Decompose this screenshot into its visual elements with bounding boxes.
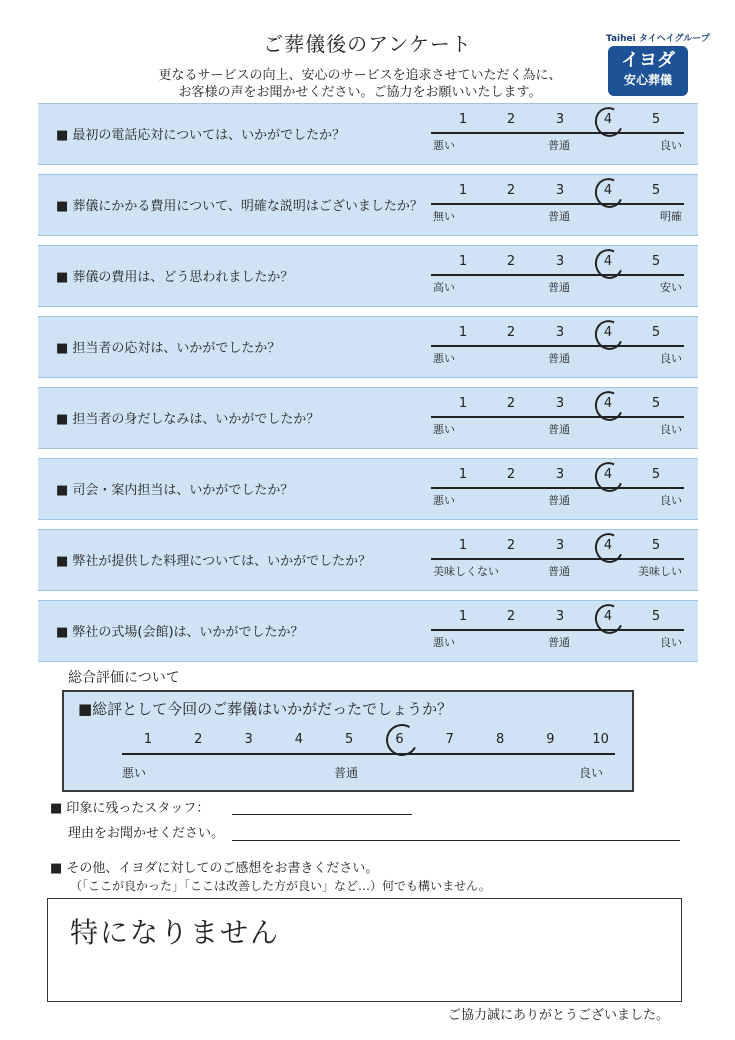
scale-number: 1 xyxy=(458,254,468,269)
logo-line-1: イヨダ xyxy=(621,50,675,71)
logo xyxy=(608,46,688,96)
scale-line xyxy=(431,203,684,205)
question-row xyxy=(38,600,698,662)
question-text: ■ 最初の電話応対については、いかがでしたか？ xyxy=(56,128,346,143)
overall-low-label: 悪い xyxy=(122,766,147,780)
question-text: ■ 担当者の応対は、いかがでしたか？ xyxy=(56,341,281,356)
question-text: ■ 司会・案内担当は、いかがでしたか？ xyxy=(56,483,294,498)
scale-number: 4 xyxy=(603,112,613,127)
question-text: ■ 弊社の式場(会館)は、いかがでしたか？ xyxy=(56,625,304,640)
scale-high-label: 良い xyxy=(660,494,682,507)
scale-number: 1 xyxy=(458,467,468,482)
overall-high-label: 良い xyxy=(579,766,604,780)
answer-circle xyxy=(591,529,628,567)
scale-low-label: 悪い xyxy=(433,352,455,365)
scale-low-label: 無い xyxy=(433,210,455,223)
scale-number: 4 xyxy=(603,467,613,482)
question-row xyxy=(38,245,698,307)
logo-group-name: Taihei タイヘイグループ xyxy=(606,34,710,44)
comments-hint: （「ここが良かった」「ここは改善した方が良い」など…）何でも構いません。 xyxy=(70,879,491,893)
scale-high-label: 良い xyxy=(660,636,682,649)
question-text: ■ 弊社が提供した料理については、いかがでしたか？ xyxy=(56,554,372,569)
overall-scale-number: 10 xyxy=(592,732,609,747)
scale-line xyxy=(431,416,684,418)
scale-number: 3 xyxy=(555,254,565,269)
scale-number: 1 xyxy=(458,396,468,411)
scale-line xyxy=(431,132,684,134)
answer-circle xyxy=(591,600,628,638)
answer-circle xyxy=(591,174,628,212)
question-row xyxy=(38,174,698,236)
scale-mid-label: 普通 xyxy=(548,494,570,507)
scale-number: 4 xyxy=(603,609,613,624)
scale-number: 4 xyxy=(603,325,613,340)
scale-high-label: 明確 xyxy=(660,210,682,223)
question-row xyxy=(38,529,698,591)
overall-scale-number: 4 xyxy=(294,732,304,747)
scale-number: 4 xyxy=(603,183,613,198)
staff-label: ■ 印象に残ったスタッフ： xyxy=(50,801,210,816)
scale-low-label: 悪い xyxy=(433,423,455,436)
question-row xyxy=(38,103,698,165)
scale-number: 5 xyxy=(651,183,661,198)
overall-scale-number: 3 xyxy=(244,732,253,747)
answer-circle xyxy=(591,245,628,283)
scale-number: 1 xyxy=(458,609,468,624)
question-text: ■ 担当者の身だしなみは、いかがでしたか？ xyxy=(56,412,320,427)
question-text: ■ 葬儀の費用は、どう思われましたか？ xyxy=(56,270,294,285)
overall-scale-number: 5 xyxy=(345,732,354,747)
scale-high-label: 良い xyxy=(660,139,682,152)
overall-question: ■総評として今回のご葬儀はいかがだったでしょうか？ xyxy=(78,700,453,718)
overall-scale-line xyxy=(122,753,615,755)
scale-number: 5 xyxy=(651,396,661,411)
scale-number: 3 xyxy=(555,183,565,198)
scale-low-label: 悪い xyxy=(433,494,455,507)
overall-scale-number: 1 xyxy=(143,732,153,747)
question-text: ■ 葬儀にかかる費用について、明確な説明はございましたか？ xyxy=(56,199,423,214)
scale-number: 3 xyxy=(555,538,565,553)
scale-number: 5 xyxy=(651,325,661,340)
scale-line xyxy=(431,629,684,631)
scale-low-label: 悪い xyxy=(433,139,455,152)
thanks-text: ご協力誠にありがとうございました。 xyxy=(448,1008,670,1023)
scale-mid-label: 普通 xyxy=(548,565,570,578)
staff-underline xyxy=(232,814,412,815)
scale-number: 3 xyxy=(555,112,565,127)
overall-scale-number: 9 xyxy=(546,732,555,747)
scale-number: 1 xyxy=(458,538,468,553)
question-row xyxy=(38,458,698,520)
comments-box xyxy=(47,898,682,1002)
scale-mid-label: 普通 xyxy=(548,636,570,649)
scale-line xyxy=(431,274,684,276)
scale-number: 2 xyxy=(506,183,516,198)
scale-number: 1 xyxy=(458,325,468,340)
overall-scale-number: 6 xyxy=(395,732,404,747)
scale-number: 2 xyxy=(506,325,516,340)
scale-number: 4 xyxy=(603,538,613,553)
scale-number: 1 xyxy=(458,183,468,198)
scale-number: 2 xyxy=(506,609,516,624)
answer-circle xyxy=(591,387,628,425)
overall-heading: 総合評価について xyxy=(68,670,180,686)
scale-line xyxy=(431,487,684,489)
overall-scale-number: 2 xyxy=(194,732,203,747)
scale-number: 2 xyxy=(506,112,516,127)
scale-number: 5 xyxy=(651,467,661,482)
logo-line-2: 安心葬儀 xyxy=(623,73,672,87)
scale-number: 3 xyxy=(555,609,565,624)
scale-number: 2 xyxy=(506,396,516,411)
scale-high-label: 安い xyxy=(660,281,682,294)
scale-number: 4 xyxy=(603,254,613,269)
scale-number: 3 xyxy=(555,467,565,482)
answer-circle xyxy=(591,316,628,354)
answer-circle xyxy=(591,103,628,141)
scale-mid-label: 普通 xyxy=(548,352,570,365)
overall-box xyxy=(62,690,634,792)
reason-underline xyxy=(232,840,680,841)
overall-scale-number: 7 xyxy=(445,732,454,747)
scale-number: 3 xyxy=(555,396,565,411)
overall-mid-label: 普通 xyxy=(334,766,359,780)
scale-low-label: 美味しくない xyxy=(433,565,499,578)
scale-number: 5 xyxy=(651,538,661,553)
scale-high-label: 良い xyxy=(660,352,682,365)
handwritten-comment: 特になりません xyxy=(70,916,281,949)
comments-label: ■ その他、イヨダに対してのご感想をお書きください。 xyxy=(50,861,379,876)
answer-circle xyxy=(591,458,628,496)
scale-number: 2 xyxy=(506,467,516,482)
scale-line xyxy=(431,345,684,347)
scale-number: 4 xyxy=(603,396,613,411)
intro-line-2: お客様の声をお聞かせください。ご協力をお願いいたします。 xyxy=(178,85,542,100)
scale-number: 5 xyxy=(651,112,661,127)
scale-low-label: 高い xyxy=(433,281,455,294)
scale-mid-label: 普通 xyxy=(548,423,570,436)
reason-label: 理由をお聞かせください。 xyxy=(68,826,225,841)
scale-number: 2 xyxy=(506,254,516,269)
question-row xyxy=(38,316,698,378)
scale-number: 3 xyxy=(555,325,565,340)
scale-number: 2 xyxy=(506,538,516,553)
scale-high-label: 良い xyxy=(660,423,682,436)
question-row xyxy=(38,387,698,449)
overall-scale-number: 8 xyxy=(495,732,505,747)
scale-line xyxy=(431,558,684,560)
scale-mid-label: 普通 xyxy=(548,210,570,223)
scale-mid-label: 普通 xyxy=(548,281,570,294)
scale-mid-label: 普通 xyxy=(548,139,570,152)
page-title: ご葬儀後のアンケート xyxy=(263,32,472,56)
intro-line-1: 更なるサービスの向上、安心のサービスを追求させていただく為に、 xyxy=(158,68,562,83)
scale-low-label: 悪い xyxy=(433,636,455,649)
scale-number: 5 xyxy=(651,254,661,269)
scale-number: 1 xyxy=(458,112,468,127)
scale-number: 5 xyxy=(651,609,661,624)
scale-high-label: 美味しい xyxy=(638,565,682,578)
